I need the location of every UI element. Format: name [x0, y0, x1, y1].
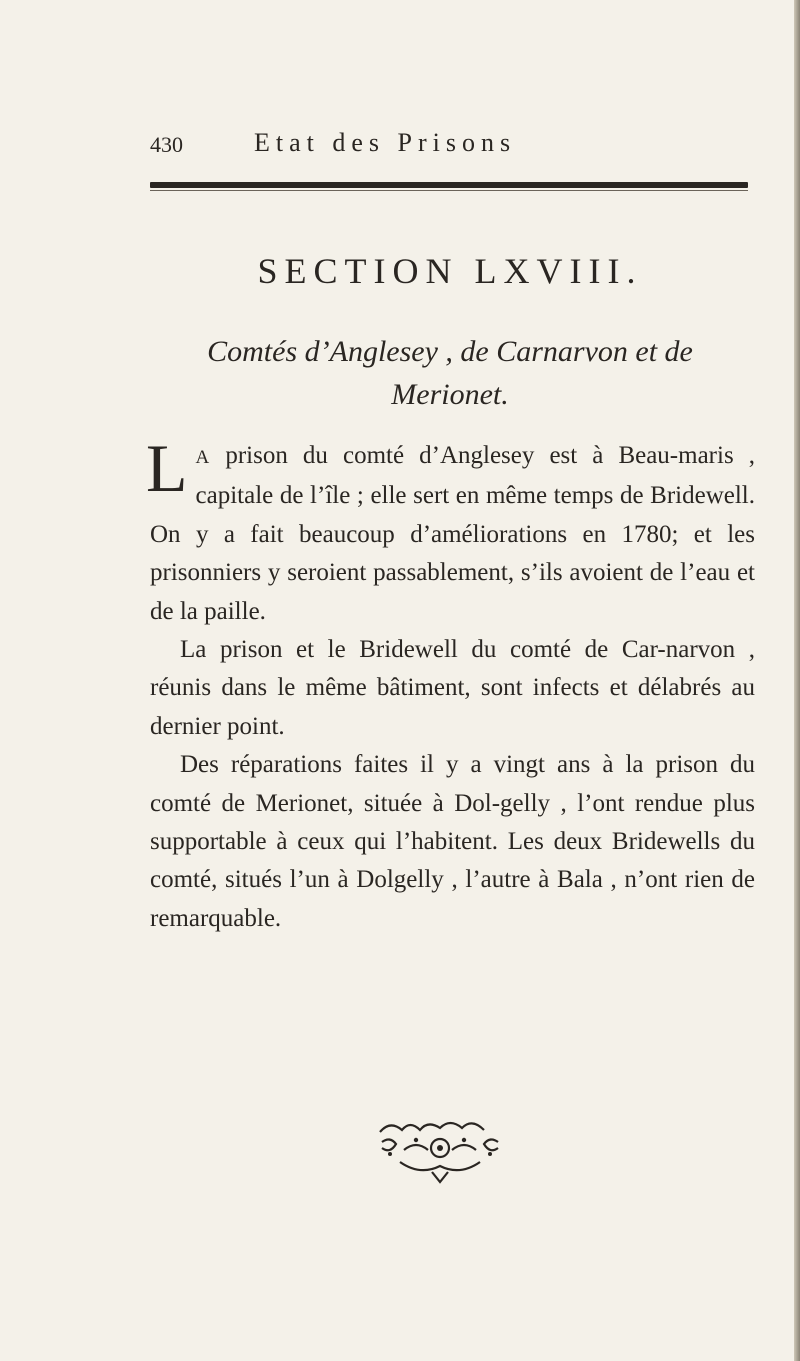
paragraph-1	[146, 430, 755, 631]
header-rule-thin	[150, 190, 748, 191]
paragraph-1-text: prison du comté d’Anglesey est à Beau-maris , capitale de l’île ; elle sert en même temps de Bridewell. On y a fait beaucoup d’améliorations en 1780; et les prisonniers y seroient passablement, s’ils avoient de l’eau et de la paille.	[150, 442, 755, 625]
page-header	[150, 128, 750, 168]
page-number: 430	[150, 132, 183, 157]
header-rule	[150, 182, 748, 188]
fleuron-icon	[360, 1110, 520, 1190]
page-edge	[794, 0, 800, 1361]
section-subtitle: Comtés d’Anglesey , de Carnarvon et de Merionet.	[207, 335, 693, 411]
body-text	[146, 430, 755, 938]
drop-cap: L	[146, 430, 188, 506]
lead-smallcaps: A	[195, 447, 211, 468]
running-head: Etat des Prisons	[254, 128, 517, 157]
section-title: SECTION LXVIII.	[257, 251, 643, 291]
paragraph-2: La prison et le Bridewell du comté de Car-narvon , réunis dans le même bâtiment, sont infects et délabrés au dernier point.	[150, 636, 755, 740]
paragraph-3: Des réparations faites il y a vingt ans à la prison du comté de Merionet, située à Dol-gelly , l’ont rendue plus supportable à ceux qui l’habitent. Les deux Bridewells du comté, situés l’un à Dolgelly , l’autre à Bala , n’ont rien de remarquable.	[150, 751, 755, 932]
